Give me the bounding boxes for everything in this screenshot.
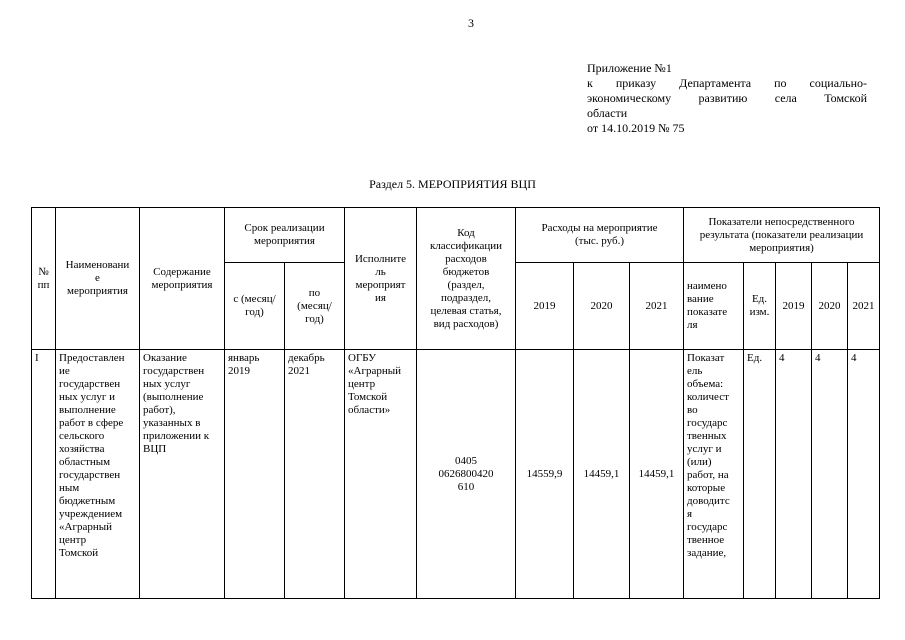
table-row — [32, 350, 880, 599]
row-from: январь 2019 — [225, 350, 285, 599]
header-code: Код классификации расходов бюджетов (раздел, подраздел, целевая статья, вид расходов) — [417, 208, 516, 350]
header-unit: Ед. изм. — [744, 263, 776, 350]
appendix-line: экономическому развитию села Томской — [587, 91, 867, 105]
header-indicators: Показатели непосредственного результата (показатели реализации мероприятия) — [684, 208, 880, 263]
header-ind-2019: 2019 — [776, 263, 812, 350]
row-indicator-name: Показат ель объема: количест во государс твенных услуг и (или) работ, на которые доводитс я государс твенное задание, — [684, 350, 744, 599]
header-ind-2021: 2021 — [848, 263, 880, 350]
row-exp-2021: 14459,1 — [630, 350, 684, 599]
header-name: Наименовани е мероприятия — [56, 208, 140, 350]
header-period: Срок реализации мероприятия — [225, 208, 345, 263]
header-indicator-name: наимено вание показате ля — [684, 263, 744, 350]
row-exp-2020: 14459,1 — [574, 350, 630, 599]
header-num: № пп — [32, 208, 56, 350]
row-executor: ОГБУ «Аграрный центр Томской области» — [345, 350, 417, 599]
appendix-title: Приложение №1 — [587, 61, 672, 75]
section-title: Раздел 5. МЕРОПРИЯТИЯ ВЦП — [369, 177, 536, 191]
row-exp-2019: 14559,9 — [516, 350, 574, 599]
header-exp-2021: 2021 — [630, 263, 684, 350]
appendix-header — [587, 61, 867, 136]
header-exp-2019: 2019 — [516, 263, 574, 350]
appendix-date: от 14.10.2019 № 75 — [587, 121, 685, 135]
row-ind-2021: 4 — [848, 350, 880, 599]
row-to: декабрь 2021 — [285, 350, 345, 599]
row-name: Предоставлен ие государствен ных услуг и выполнение работ в сфере сельского хозяйства областным государствен ным бюджетным учреждением «Аграрный центр Томской — [56, 350, 140, 599]
row-num: I — [32, 350, 56, 599]
measures-table — [31, 207, 880, 599]
row-ind-2020: 4 — [812, 350, 848, 599]
header-ind-2020: 2020 — [812, 263, 848, 350]
header-content: Содержание мероприятия — [140, 208, 225, 350]
page-number: 3 — [468, 16, 474, 30]
header-exp-2020: 2020 — [574, 263, 630, 350]
header-expenses: Расходы на мероприятие (тыс. руб.) — [516, 208, 684, 263]
header-period-from: с (месяц/ год) — [225, 263, 285, 350]
appendix-line: области — [587, 106, 628, 120]
header-executor: Исполните ль мероприят ия — [345, 208, 417, 350]
row-content: Оказание государствен ных услуг (выполнение работ), указанных в приложении к ВЦП — [140, 350, 225, 599]
appendix-line: к приказу Департамента по социально- — [587, 76, 867, 90]
header-row — [32, 208, 880, 263]
row-ind-2019: 4 — [776, 350, 812, 599]
row-code: 0405 0626800420 610 — [417, 350, 516, 599]
row-unit: Ед. — [744, 350, 776, 599]
header-period-to: по (месяц/ год) — [285, 263, 345, 350]
